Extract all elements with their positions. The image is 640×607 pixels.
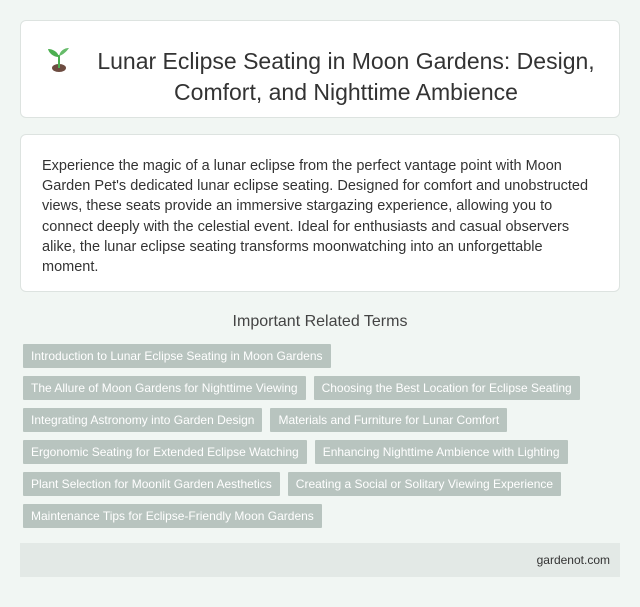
term-tag[interactable]: Introduction to Lunar Eclipse Seating in Moon Gardens [23,344,331,368]
related-terms-list [23,344,623,536]
term-tag[interactable]: Integrating Astronomy into Garden Design [23,408,262,432]
title-card [20,20,620,118]
term-tag[interactable]: Choosing the Best Location for Eclipse Seating [314,376,580,400]
term-tag[interactable]: Materials and Furniture for Lunar Comfort [270,408,507,432]
term-tag[interactable]: Enhancing Nighttime Ambience with Lighting [315,440,568,464]
description-text: Experience the magic of a lunar eclipse from the perfect vantage point with Moon Garden Pet's dedicated lunar eclipse seating. Designed for comfort and unobstructed views, these seats provide an immersive stargazing experience, allowing you to connect deeply with the celestial event. Ideal for enthusiasts and casual observers alike, the lunar eclipse seating transforms moonwatching into an unforgettable moment. [42,158,589,276]
description-card [20,134,620,292]
term-tag[interactable]: Plant Selection for Moonlit Garden Aesthetics [23,472,280,496]
term-tag[interactable]: Ergonomic Seating for Extended Eclipse Watching [23,440,307,464]
term-tag[interactable]: The Allure of Moon Gardens for Nighttime Viewing [23,376,306,400]
term-tag[interactable]: Creating a Social or Solitary Viewing Experience [288,472,561,496]
related-terms-heading: Important Related Terms [232,313,408,330]
page-title: Lunar Eclipse Seating in Moon Gardens: Design, Comfort, and Nighttime Ambience [97,48,595,105]
footer-site-link[interactable]: gardenot.com [536,553,610,567]
title-row [45,46,599,108]
sprout-icon [45,46,73,72]
footer [20,543,620,577]
term-tag[interactable]: Maintenance Tips for Eclipse-Friendly Moon Gardens [23,504,322,528]
